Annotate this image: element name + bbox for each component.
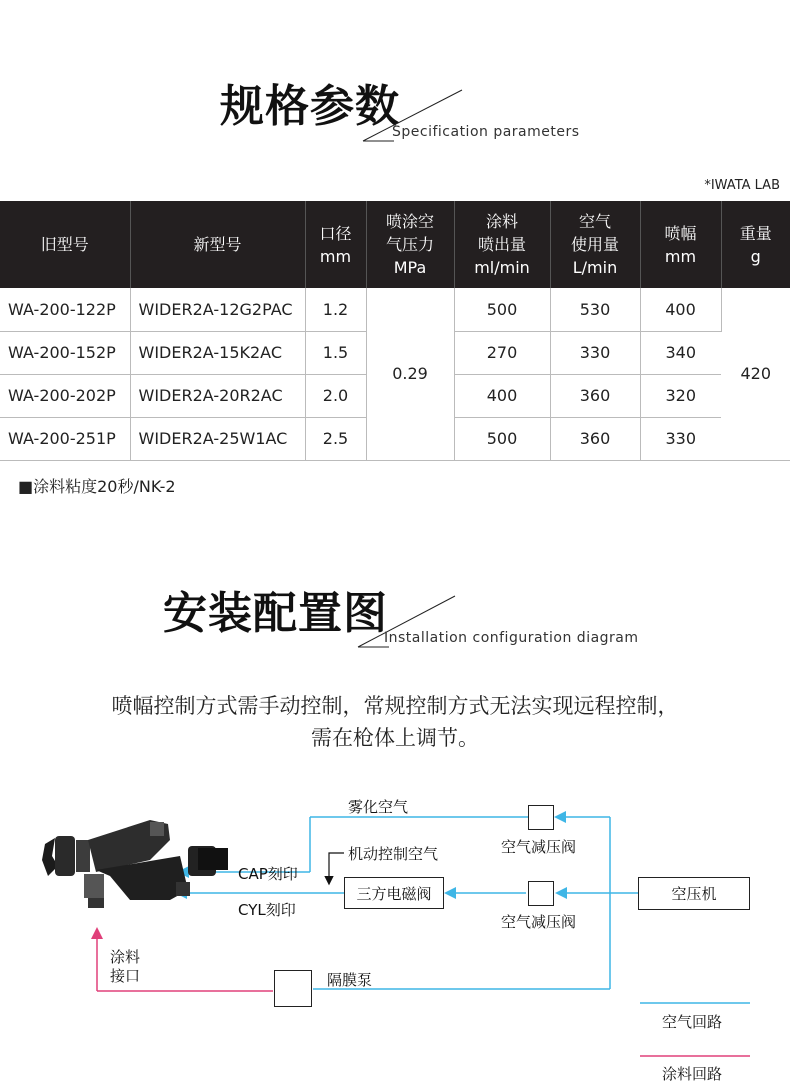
regulator-bottom-box bbox=[528, 881, 554, 906]
cell-new-model: WIDER2A-15K2AC bbox=[130, 331, 305, 374]
cell-bore: 1.5 bbox=[305, 331, 366, 374]
header-new-model: 新型号 bbox=[130, 201, 305, 288]
cell-old-model: WA-200-152P bbox=[0, 331, 130, 374]
cell-paint-flow: 500 bbox=[454, 417, 550, 460]
cell-spray-width: 320 bbox=[640, 374, 721, 417]
install-subtitle: Installation configuration diagram bbox=[384, 630, 639, 646]
cell-old-model: WA-200-202P bbox=[0, 374, 130, 417]
diaphragm-pump-box bbox=[274, 970, 312, 1007]
cell-new-model: WIDER2A-25W1AC bbox=[130, 417, 305, 460]
diaphragm-pump-label: 隔膜泵 bbox=[327, 971, 373, 989]
header-pressure: 喷涂空 气压力 MPa bbox=[366, 201, 454, 288]
paint-circuit bbox=[97, 930, 750, 1056]
cap-mark-label: CAP刻印 bbox=[238, 865, 298, 883]
paint-inlet-label-1: 涂料 bbox=[110, 948, 141, 966]
cell-old-model: WA-200-251P bbox=[0, 417, 130, 460]
regulator-top-box bbox=[528, 805, 554, 830]
header-spray-width: 喷幅 mm bbox=[640, 201, 721, 288]
spec-title: 规格参数 bbox=[220, 81, 400, 132]
spray-gun-icon bbox=[42, 820, 228, 908]
cell-bore: 2.0 bbox=[305, 374, 366, 417]
legend-paint-label: 涂料回路 bbox=[662, 1065, 723, 1083]
header-air-usage: 空气 使用量 L/min bbox=[550, 201, 640, 288]
atomize-air-label: 雾化空气 bbox=[348, 798, 409, 816]
cell-paint-flow: 270 bbox=[454, 331, 550, 374]
source-note: *IWATA LAB bbox=[704, 178, 780, 193]
header-bore: 口径 mm bbox=[305, 201, 366, 288]
cell-weight: 420 bbox=[721, 288, 790, 460]
installation-diagram bbox=[0, 780, 790, 1090]
install-title: 安装配置图 bbox=[163, 588, 388, 639]
cell-new-model: WIDER2A-20R2AC bbox=[130, 374, 305, 417]
legend-air-label: 空气回路 bbox=[662, 1013, 723, 1031]
header-old-model: 旧型号 bbox=[0, 201, 130, 288]
regulator-top-label: 空气减压阀 bbox=[501, 838, 577, 856]
compressor-box: 空压机 bbox=[638, 877, 750, 910]
cell-bore: 2.5 bbox=[305, 417, 366, 460]
cell-paint-flow: 500 bbox=[454, 288, 550, 331]
spec-table bbox=[0, 201, 790, 461]
cell-spray-width: 400 bbox=[640, 288, 721, 331]
install-description-line2: 需在枪体上调节。 bbox=[311, 726, 479, 750]
solenoid-valve-box: 三方电磁阀 bbox=[344, 877, 444, 909]
cell-spray-width: 340 bbox=[640, 331, 721, 374]
viscosity-footnote: ■涂料粘度20秒/NK-2 bbox=[18, 477, 176, 496]
install-description-line1: 喷幅控制方式需手动控制，常规控制方式无法实现远程控制， bbox=[111, 694, 679, 718]
cell-old-model: WA-200-122P bbox=[0, 288, 130, 331]
cell-pressure: 0.29 bbox=[366, 288, 454, 460]
table-row bbox=[0, 288, 790, 331]
pilot-air-arrow bbox=[329, 853, 344, 883]
cell-air-usage: 330 bbox=[550, 331, 640, 374]
paint-inlet-label-2: 接口 bbox=[110, 967, 141, 985]
cell-air-usage: 360 bbox=[550, 417, 640, 460]
header-weight: 重量 g bbox=[721, 201, 790, 288]
cell-new-model: WIDER2A-12G2PAC bbox=[130, 288, 305, 331]
spec-subtitle: Specification parameters bbox=[392, 124, 580, 140]
cell-paint-flow: 400 bbox=[454, 374, 550, 417]
spec-table-header bbox=[0, 201, 790, 288]
cell-spray-width: 330 bbox=[640, 417, 721, 460]
cyl-mark-label: CYL刻印 bbox=[238, 901, 296, 919]
cell-air-usage: 360 bbox=[550, 374, 640, 417]
header-paint-flow: 涂料 喷出量 ml/min bbox=[454, 201, 550, 288]
pilot-air-label: 机动控制空气 bbox=[348, 845, 439, 863]
cell-air-usage: 530 bbox=[550, 288, 640, 331]
cell-bore: 1.2 bbox=[305, 288, 366, 331]
regulator-bottom-label: 空气减压阀 bbox=[501, 913, 577, 931]
